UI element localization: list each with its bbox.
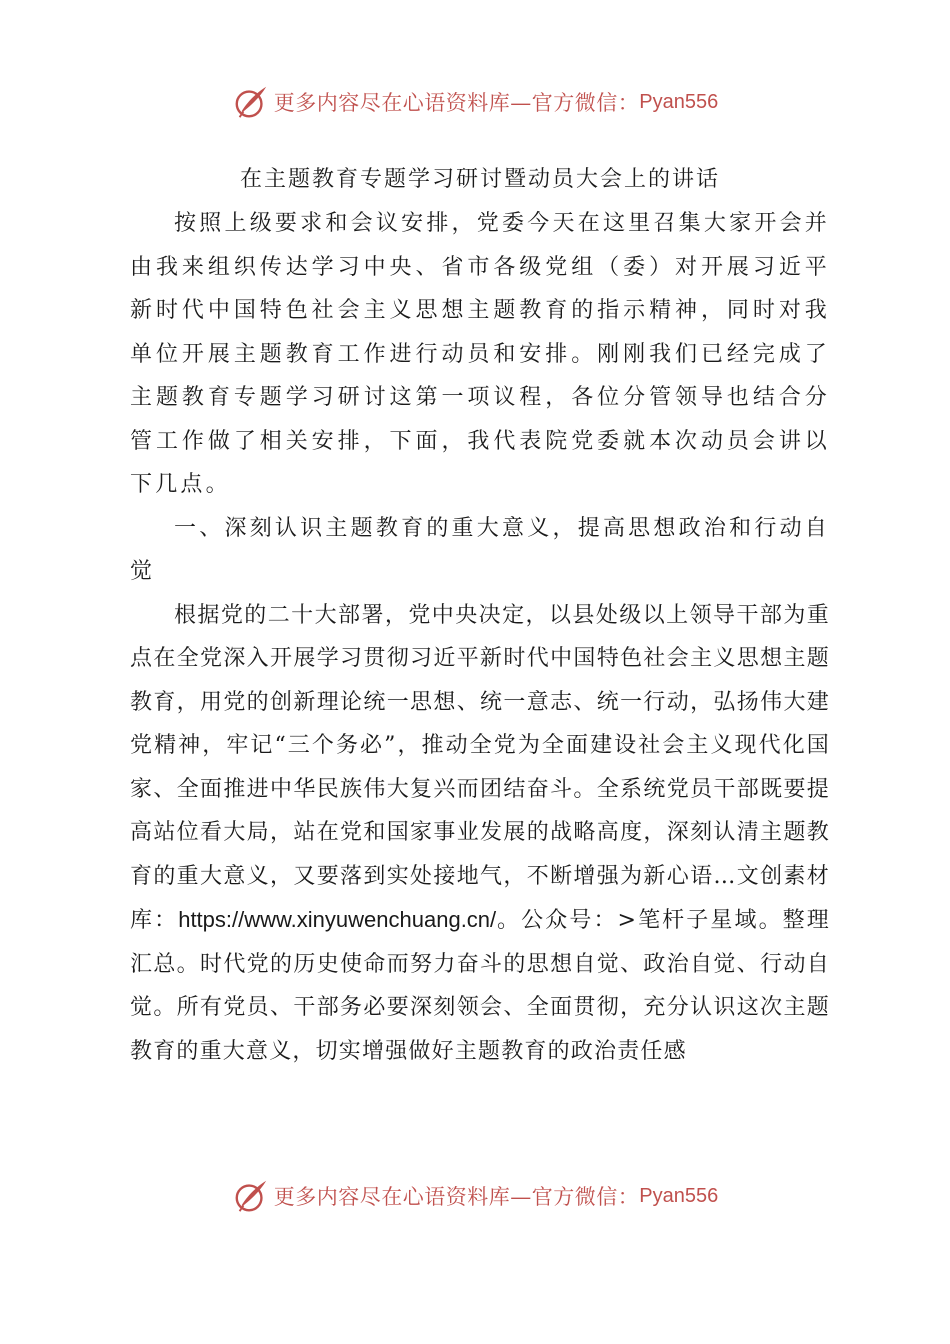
paragraph-significance xyxy=(130,594,830,1074)
footer-banner-text: 更多内容尽在心语资料库—官方微信： xyxy=(273,1185,640,1209)
section-heading-1: 一、深刻认识主题教育的重大意义，提高思想政治和行动自觉 xyxy=(130,515,830,584)
footer-banner-id: Pyan556 xyxy=(639,1184,719,1207)
website-url: https://www.xinyuwenchuang.cn/ xyxy=(178,907,497,932)
header-banner-id: Pyan556 xyxy=(639,90,719,113)
header-banner xyxy=(0,80,950,124)
paragraph-significance-part-1: 根据党的二十大部署，党中央决定，以县处级以上领导干部为重点在全党深入开展学习贯彻习近平新时代中国特色社会主义思想主题教育，用党的创新理论统一思想、统一意志、统一行动，弘扬伟大建党精神，牢记“三个务必”，推动全党为全面建设社会主义现代化国家、全面推进中华民族伟大复兴而团结奋斗。全系统党员干部既要提高站位看大局，站在党和国家事业发展的战略高度，深刻认清主题教育的重大意义，又要落到实处接地气，不断增强为新心语…文创素材库： xyxy=(130,602,830,933)
quill-logo-icon xyxy=(232,83,270,121)
quill-logo-icon xyxy=(232,1177,270,1215)
header-banner-text: 更多内容尽在心语资料库—官方微信： xyxy=(273,91,640,115)
paragraph-intro: 按照上级要求和会议安排，党委今天在这里召集大家开会并由我来组织传达学习中央、省市各级党组（委）对开展习近平新时代中国特色社会主义思想主题教育的指示精神，同时对我单位开展主题教育工作进行动员和安排。刚刚我们已经完成了主题教育专题学习研讨这第一项议程，各位分管领导也结合分管工作做了相关安排，下面，我代表院党委就本次动员会讲以下几点。 xyxy=(130,211,830,497)
document-title: 在主题教育专题学习研讨暨动员大会上的讲话 xyxy=(239,167,720,192)
document-body xyxy=(130,158,830,1073)
paragraph-significance-part-2: 。公众号：>笔杆子星域。整理汇总。时代党的历史使命而努力奋斗的思想自觉、政治自觉、行动自觉。所有党员、干部务必要深刻领会、全面贯彻，充分认识这次主题教育的重大意义，切实增强做好主题教育的政治责任感 xyxy=(130,908,830,1064)
footer-banner xyxy=(0,1174,950,1218)
